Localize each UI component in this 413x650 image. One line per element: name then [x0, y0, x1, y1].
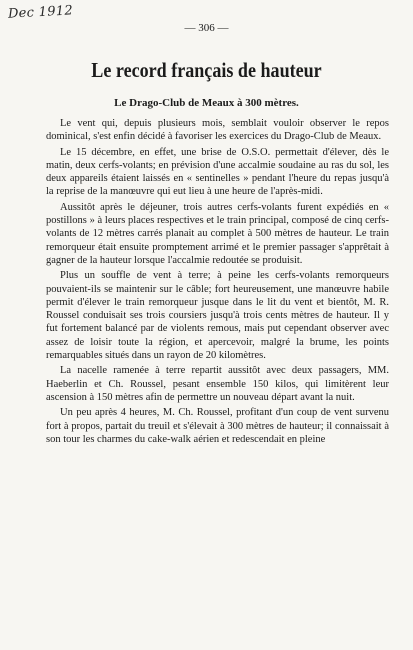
- paragraph: Le 15 décembre, en effet, une brise de O.S.O. permettait d'élever, dès le matin, deux cerfs-volants; en prévision d'une accalmie soudaine au ras du sol, les deux appareils étaient laissés en « sentinelles » pendant l'heure du repas jusqu'à la reprise de la manœuvre qui eut lieu à une heure de l'après-midi.: [46, 146, 389, 198]
- handwritten-date-annotation: Dec 1912: [7, 3, 74, 22]
- page-number: — 306 —: [184, 22, 229, 34]
- paragraph: Aussitôt après le déjeuner, trois autres cerfs-volants furent expédiés en « postillons » à leurs places respectives et le train principal, composé de cinq cerfs-volants de 12 mètres carrés planait au complet à 500 mètres de hauteur. Le train remorqueur était ensuite promptement arrimé et le premier passager s'apprêtait à gagner de la hauteur lorsque l'accalmie redoutée se produisit.: [46, 201, 389, 266]
- paragraph: Plus un souffle de vent à terre; à peine les cerfs-volants remorqueurs pouvaient-ils se maintenir sur le câble; fort heureusement, une manœuvre habile permit d'élever le train remorqueur jusque dans le lit du vent et bientôt, M. R. Roussel conduisait ses trois coursiers jusqu'à trois cents mètres de hauteur. Il y fut fortement balancé par de violents remous, mais put cependant observer avec assez de loisir toute la région, et apercevoir, malgré la brume, les points remarquables situés dans un rayon de 20 kilomètres.: [46, 270, 389, 362]
- article-subtitle: Le Drago-Club de Meaux à 300 mètres.: [114, 97, 299, 109]
- paragraph: Le vent qui, depuis plusieurs mois, semblait vouloir observer le repos dominical, s'est enfin décidé à favoriser les exercices du Drago-Club de Meaux.: [46, 118, 389, 143]
- paragraph: Un peu après 4 heures, M. Ch. Roussel, profitant d'un coup de vent survenu fort à propos, partait du treuil et s'élevait à 300 mètres de hauteur; il connaissait à son tour les charmes du cake-walk aérien et redescendait en pleine: [46, 407, 389, 445]
- article-body: [46, 117, 389, 448]
- article-title: Le record français de hauteur: [91, 58, 322, 82]
- paragraph: La nacelle ramenée à terre repartit aussitôt avec deux passagers, MM. Haeberlin et Ch. Roussel, pesant ensemble 150 kilos, qui limitèrent leur ascension à 150 mètres afin de permettre un nouveau départ avant la nuit.: [46, 365, 389, 403]
